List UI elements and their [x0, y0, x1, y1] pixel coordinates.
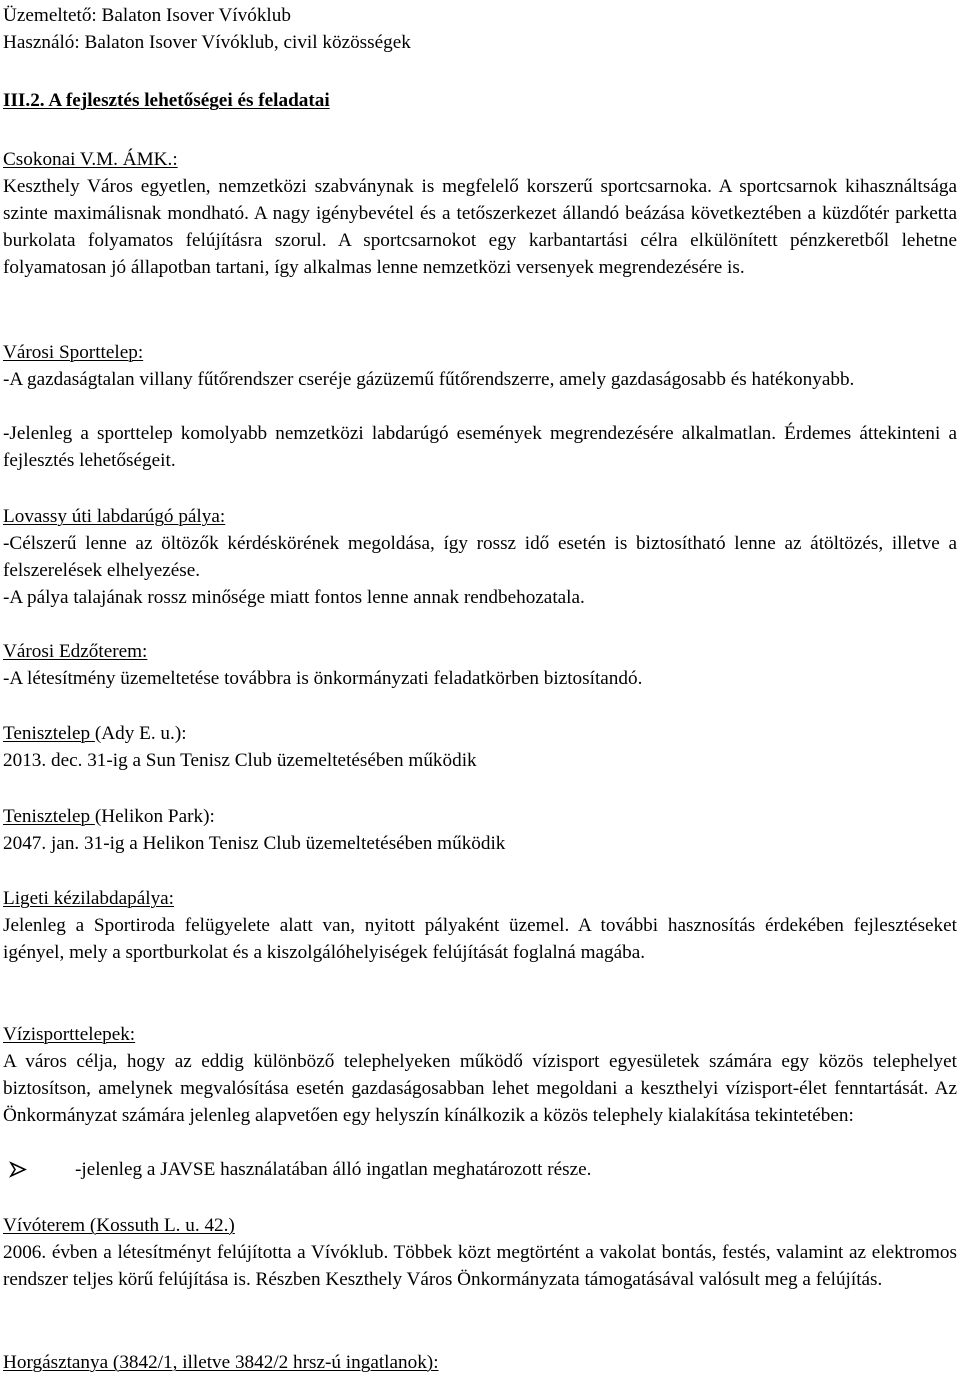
kezilabda-paragraph: Jelenleg a Sportiroda felügyelete alatt van, nyitott pályaként üzemel. A további hasznosítás érdekében fejlesztéseket igényel, mely a sportburkolat és a kiszolgálóhelyiségek felújítását foglalná magába. — [3, 915, 957, 963]
section-title-text: III.2. A fejlesztés lehetőségei és feladatai — [3, 90, 330, 111]
sporttelep-paragraph-1: -A gazdaságtalan villany fűtőrendszer cseréje gázüzemű fűtőrendszerre, amely gazdaságosabb és hatékonyabb. — [3, 369, 855, 390]
lovassy-paragraph-2: -A pálya talajának rossz minősége miatt fontos lenne annak rendbehozatala. — [3, 587, 585, 608]
sporttelep-heading — [3, 339, 957, 366]
edzoterem-paragraph: -A létesítmény üzemeltetése továbbra is önkormányzati feladatkörben biztosítandó. — [3, 668, 643, 689]
horgasz-heading-text: Horgásztanya (3842/1, illetve 3842/2 hrsz-ú ingatlanok): — [3, 1352, 439, 1373]
lovassy-heading — [3, 503, 957, 530]
tenisz-ady-heading-rest: (Ady E. u.): — [94, 723, 187, 744]
edzoterem-heading-text: Városi Edzőterem: — [3, 641, 148, 662]
tenisz-helikon-heading-rest: (Helikon Park): — [94, 806, 215, 827]
tenisz-ady-heading-underlined: Tenisztelep — [3, 723, 95, 744]
vizisport-paragraph: A város célja, hogy az eddig különböző telephelyeken működő vízisport egyesületek számára egy közös telephelyet biztosítson, amelynek megvalósítása esetén gazdaságosabban lehet megoldani a keszthelyi vízisport-élet fenntartását. Az Önkormányzat számára jelenleg alapvetően egy helyszín kínálkozik a közös telephely kialakítása tekintetében: — [3, 1051, 957, 1126]
user-line: Használó: Balaton Isover Vívóklub, civil közösségek — [3, 32, 411, 53]
vizisport-bullet-text: -jelenleg a JAVSE használatában álló ingatlan meghatározott része. — [75, 1159, 592, 1180]
operator-line: Üzemeltető: Balaton Isover Vívóklub — [3, 5, 291, 26]
tenisz-ady-heading — [3, 720, 957, 747]
tenisz-helikon-heading-underlined: Tenisztelep — [3, 806, 95, 827]
lovassy-heading-text: Lovassy úti labdarúgó pálya: — [3, 506, 226, 527]
vivoterem-paragraph: 2006. évben a létesítményt felújította a Vívóklub. Többek közt megtörtént a vakolat bontás, festés, valamint az elektromos rendszer teljes körű felújítása is. Részben Keszthely Város Önkormányzata támogatásával valósult meg a felújítás. — [3, 1242, 957, 1290]
sporttelep-heading-text: Városi Sporttelep: — [3, 342, 144, 363]
sporttelep-paragraph-2: -Jelenleg a sporttelep komolyabb nemzetközi labdarúgó események megrendezésére alkalmatlan. Érdemes áttekinteni a fejlesztés lehetőségeit. — [3, 423, 957, 471]
arrowhead-bullet-icon — [9, 1156, 41, 1191]
tenisz-helikon-heading — [3, 803, 957, 830]
csokonai-heading-text: Csokonai V.M. ÁMK.: — [3, 149, 178, 170]
tenisz-helikon-paragraph: 2047. jan. 31-ig a Helikon Tenisz Club üzemeltetésében működik — [3, 833, 506, 854]
kezilabda-heading-text: Ligeti kézilabdapálya: — [3, 888, 175, 909]
kezilabda-heading — [3, 885, 957, 912]
csokonai-heading — [3, 146, 957, 173]
vivoterem-heading-text: Vívóterem (Kossuth L. u. 42.) — [3, 1215, 235, 1236]
horgasz-heading — [3, 1349, 957, 1376]
vivoterem-heading — [3, 1212, 957, 1239]
tenisz-ady-paragraph: 2013. dec. 31-ig a Sun Tenisz Club üzemeltetésében működik — [3, 750, 477, 771]
csokonai-paragraph: Keszthely Város egyetlen, nemzetközi szabványnak is megfelelő korszerű sportcsarnoka. A sportcsarnok kihasználtsága szinte maximálisnak mondható. A nagy igénybevétel és a tetőszerkezet állandó beázása következtében a küzdőtér parketta burkolata folyamatos felújításra szorul. A sportcsarnokot egy karbantartási célra elkülönített pénzkeretből lehetne folyamatosan jó állapotban tartani, így alkalmas lenne nemzetközi versenyek megrendezésére is. — [3, 176, 957, 278]
lovassy-paragraph-1: -Célszerű lenne az öltözők kérdéskörének megoldása, így rossz idő esetén is biztosítható lenne az átöltözés, illetve a felszerelések elhelyezése. — [3, 533, 957, 581]
section-title — [3, 87, 957, 114]
edzoterem-heading — [3, 638, 957, 665]
vizisport-heading-text: Vízisporttelepek: — [3, 1024, 136, 1045]
vizisport-heading — [3, 1021, 957, 1048]
